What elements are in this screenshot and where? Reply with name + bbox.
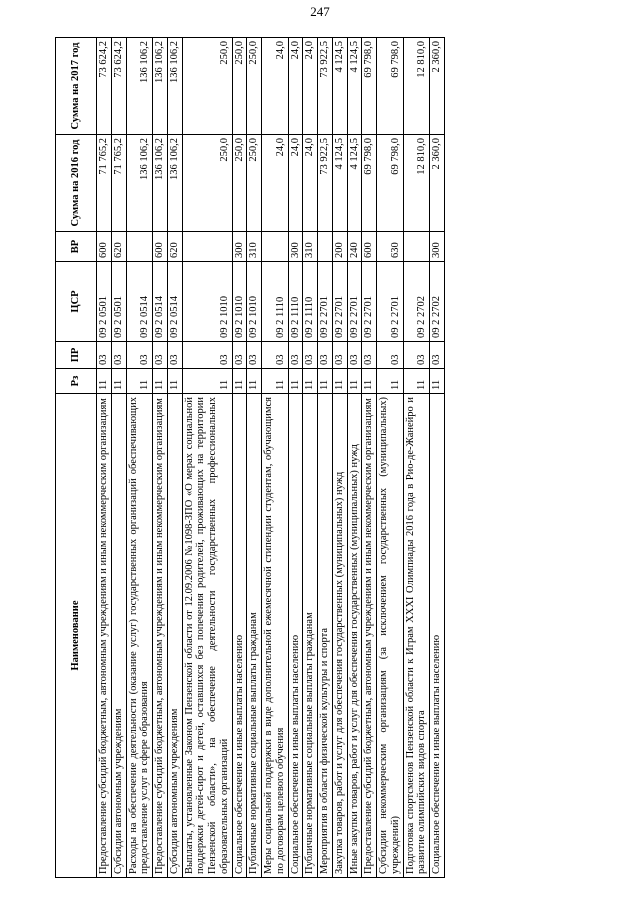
cell-name: Предоставление субсидий бюджетным, автономным учреждениям и иным некоммерческим организациям [153, 394, 168, 878]
cell-csr: 09 2 0514 [126, 262, 153, 342]
cell-rz: 11 [262, 369, 289, 394]
table-row [167, 38, 182, 878]
cell-sum-2016: 250,0 [232, 135, 247, 232]
header-name: Наименование [56, 394, 97, 878]
cell-sum-2017: 73 624,2 [97, 38, 112, 135]
cell-vr: 600 [362, 232, 377, 262]
cell-sum-2016: 250,0 [247, 135, 262, 232]
cell-name: Социальное обеспечение и иные выплаты населению [430, 394, 445, 878]
cell-vr [318, 232, 333, 262]
cell-sum-2017: 24,0 [303, 38, 318, 135]
cell-pr: 03 [318, 342, 333, 369]
cell-csr: 09 2 0514 [153, 262, 168, 342]
cell-pr: 03 [247, 342, 262, 369]
cell-sum-2016: 71 765,2 [111, 135, 126, 232]
cell-vr: 630 [377, 232, 404, 262]
cell-csr: 09 2 1010 [247, 262, 262, 342]
cell-vr: 300 [232, 232, 247, 262]
cell-name: Субсидии автономным учреждениям [167, 394, 182, 878]
header-sum-2016: Сумма на 2016 год [56, 135, 97, 232]
header-csr: ЦСР [56, 262, 97, 342]
budget-table [55, 37, 445, 878]
cell-rz: 11 [303, 369, 318, 394]
table-row [403, 38, 430, 878]
cell-sum-2016: 136 106,2 [153, 135, 168, 232]
cell-rz: 11 [403, 369, 430, 394]
cell-vr: 600 [153, 232, 168, 262]
cell-vr: 310 [247, 232, 262, 262]
cell-name: Субсидии автономным учреждениям [111, 394, 126, 878]
cell-sum-2016: 69 798,0 [377, 135, 404, 232]
cell-vr: 200 [332, 232, 347, 262]
cell-vr: 310 [303, 232, 318, 262]
cell-sum-2016: 250,0 [182, 135, 232, 232]
cell-sum-2017: 4 124,5 [347, 38, 362, 135]
cell-sum-2016: 12 810,0 [403, 135, 430, 232]
table-row [126, 38, 153, 878]
cell-rz: 11 [167, 369, 182, 394]
cell-name: Субсидии некоммерческим организациям (за исключением государственных (муниципальных) учреждений) [377, 394, 404, 878]
cell-sum-2016: 136 106,2 [126, 135, 153, 232]
cell-rz: 11 [347, 369, 362, 394]
cell-csr: 09 2 0514 [167, 262, 182, 342]
cell-name: Меры социальной поддержки в виде дополнительной ежемесячной стипендии студентам, обучающимся по договорам целевого обучения [262, 394, 289, 878]
cell-name: Предоставление субсидий бюджетным, автономным учреждениям и иным некоммерческим организациям [362, 394, 377, 878]
cell-csr: 09 2 1010 [182, 262, 232, 342]
cell-rz: 11 [153, 369, 168, 394]
cell-sum-2017: 250,0 [182, 38, 232, 135]
table-row [247, 38, 262, 878]
cell-sum-2016: 24,0 [288, 135, 303, 232]
cell-pr: 03 [347, 342, 362, 369]
cell-name: Социальное обеспечение и иные выплаты населению [288, 394, 303, 878]
cell-name: Подготовка спортсменов Пензенской области к Играм XXXI Олимпиады 2016 года в Рио-де-Жанейро и развитие олимпийских видов спорта [403, 394, 430, 878]
cell-sum-2017: 250,0 [232, 38, 247, 135]
cell-pr: 03 [303, 342, 318, 369]
cell-pr: 03 [126, 342, 153, 369]
cell-csr: 09 2 0501 [97, 262, 112, 342]
cell-csr: 09 2 2701 [362, 262, 377, 342]
cell-csr: 09 2 2702 [403, 262, 430, 342]
table-row [262, 38, 289, 878]
cell-pr: 03 [262, 342, 289, 369]
cell-sum-2017: 73 922,5 [318, 38, 333, 135]
cell-sum-2017: 250,0 [247, 38, 262, 135]
cell-csr: 09 2 1110 [303, 262, 318, 342]
cell-csr: 09 2 2701 [377, 262, 404, 342]
cell-rz: 11 [430, 369, 445, 394]
cell-name: Расходы на обеспечение деятельности (оказание услуг) государственных организаций обеспечивающих предоставление услуг в сфере образования [126, 394, 153, 878]
cell-rz: 11 [247, 369, 262, 394]
header-sum-2017: Сумма на 2017 год [56, 38, 97, 135]
table-row [347, 38, 362, 878]
cell-name: Публичные нормативные социальные выплаты гражданам [247, 394, 262, 878]
cell-pr: 03 [430, 342, 445, 369]
page-number: 247 [310, 4, 330, 19]
cell-pr: 03 [167, 342, 182, 369]
cell-sum-2016: 2 360,0 [430, 135, 445, 232]
cell-rz: 11 [362, 369, 377, 394]
cell-csr: 09 2 1110 [262, 262, 289, 342]
cell-sum-2017: 73 624,2 [111, 38, 126, 135]
cell-sum-2017: 2 360,0 [430, 38, 445, 135]
table-row [332, 38, 347, 878]
cell-vr [126, 232, 153, 262]
cell-vr [403, 232, 430, 262]
cell-sum-2017: 69 798,0 [377, 38, 404, 135]
cell-rz: 11 [126, 369, 153, 394]
cell-csr: 09 2 1010 [232, 262, 247, 342]
table-row [377, 38, 404, 878]
cell-csr: 09 2 2702 [430, 262, 445, 342]
cell-sum-2017: 136 106,2 [167, 38, 182, 135]
cell-pr: 03 [362, 342, 377, 369]
cell-rz: 11 [232, 369, 247, 394]
cell-sum-2017: 4 124,5 [332, 38, 347, 135]
cell-pr: 03 [232, 342, 247, 369]
header-rz: Рз [56, 369, 97, 394]
cell-rz: 11 [318, 369, 333, 394]
cell-vr [262, 232, 289, 262]
table-row [111, 38, 126, 878]
table-row [97, 38, 112, 878]
table-row [182, 38, 232, 878]
table-row [362, 38, 377, 878]
cell-rz: 11 [377, 369, 404, 394]
cell-vr: 600 [97, 232, 112, 262]
cell-vr: 620 [167, 232, 182, 262]
header-pr: ПР [56, 342, 97, 369]
table-row [288, 38, 303, 878]
cell-name: Социальное обеспечение и иные выплаты населению [232, 394, 247, 878]
cell-rz: 11 [97, 369, 112, 394]
cell-rz: 11 [182, 369, 232, 394]
cell-pr: 03 [153, 342, 168, 369]
cell-name: Мероприятия в области физической культуры и спорта [318, 394, 333, 878]
cell-sum-2016: 136 106,2 [167, 135, 182, 232]
cell-sum-2016: 73 922,5 [318, 135, 333, 232]
cell-vr: 620 [111, 232, 126, 262]
cell-csr: 09 2 0501 [111, 262, 126, 342]
cell-sum-2016: 69 798,0 [362, 135, 377, 232]
cell-csr: 09 2 2701 [332, 262, 347, 342]
cell-pr: 03 [377, 342, 404, 369]
table-row [232, 38, 247, 878]
cell-pr: 03 [97, 342, 112, 369]
cell-sum-2017: 136 106,2 [126, 38, 153, 135]
table-row [318, 38, 333, 878]
cell-sum-2016: 4 124,5 [347, 135, 362, 232]
cell-sum-2017: 12 810,0 [403, 38, 430, 135]
cell-pr: 03 [182, 342, 232, 369]
table-body [97, 38, 445, 878]
cell-name: Закупка товаров, работ и услуг для обеспечения государственных (муниципальных) нужд [332, 394, 347, 878]
table-row [430, 38, 445, 878]
rotated-table-container [55, 38, 620, 878]
table-row [153, 38, 168, 878]
cell-rz: 11 [332, 369, 347, 394]
cell-vr: 240 [347, 232, 362, 262]
cell-sum-2017: 136 106,2 [153, 38, 168, 135]
cell-sum-2016: 4 124,5 [332, 135, 347, 232]
cell-vr: 300 [430, 232, 445, 262]
cell-pr: 03 [288, 342, 303, 369]
header-vr: ВР [56, 232, 97, 262]
cell-sum-2016: 24,0 [303, 135, 318, 232]
cell-pr: 03 [332, 342, 347, 369]
cell-csr: 09 2 1110 [288, 262, 303, 342]
cell-csr: 09 2 2701 [318, 262, 333, 342]
cell-csr: 09 2 2701 [347, 262, 362, 342]
cell-pr: 03 [111, 342, 126, 369]
cell-pr: 03 [403, 342, 430, 369]
cell-vr [182, 232, 232, 262]
cell-rz: 11 [288, 369, 303, 394]
cell-sum-2017: 69 798,0 [362, 38, 377, 135]
cell-rz: 11 [111, 369, 126, 394]
cell-sum-2017: 24,0 [262, 38, 289, 135]
cell-name: Предоставление субсидий бюджетным, автономным учреждениям и иным некоммерческим организациям [97, 394, 112, 878]
cell-name: Иные закупки товаров, работ и услуг для обеспечения государственных (муниципальных) нужд [347, 394, 362, 878]
table-row [303, 38, 318, 878]
cell-sum-2016: 24,0 [262, 135, 289, 232]
cell-name: Выплаты, установленные Законом Пензенской области от 12.09.2006 №1098-ЗПО «О мерах социальной поддержки детей-сирот и детей, оставшихся без попечения родителей, проживающих на территории Пензенской области», на обеспечение деятельности государственных профессиональных образовательных организаций [182, 394, 232, 878]
cell-vr: 300 [288, 232, 303, 262]
cell-sum-2017: 24,0 [288, 38, 303, 135]
cell-name: Публичные нормативные социальные выплаты гражданам [303, 394, 318, 878]
cell-sum-2016: 71 765,2 [97, 135, 112, 232]
table-header-row [56, 38, 97, 878]
